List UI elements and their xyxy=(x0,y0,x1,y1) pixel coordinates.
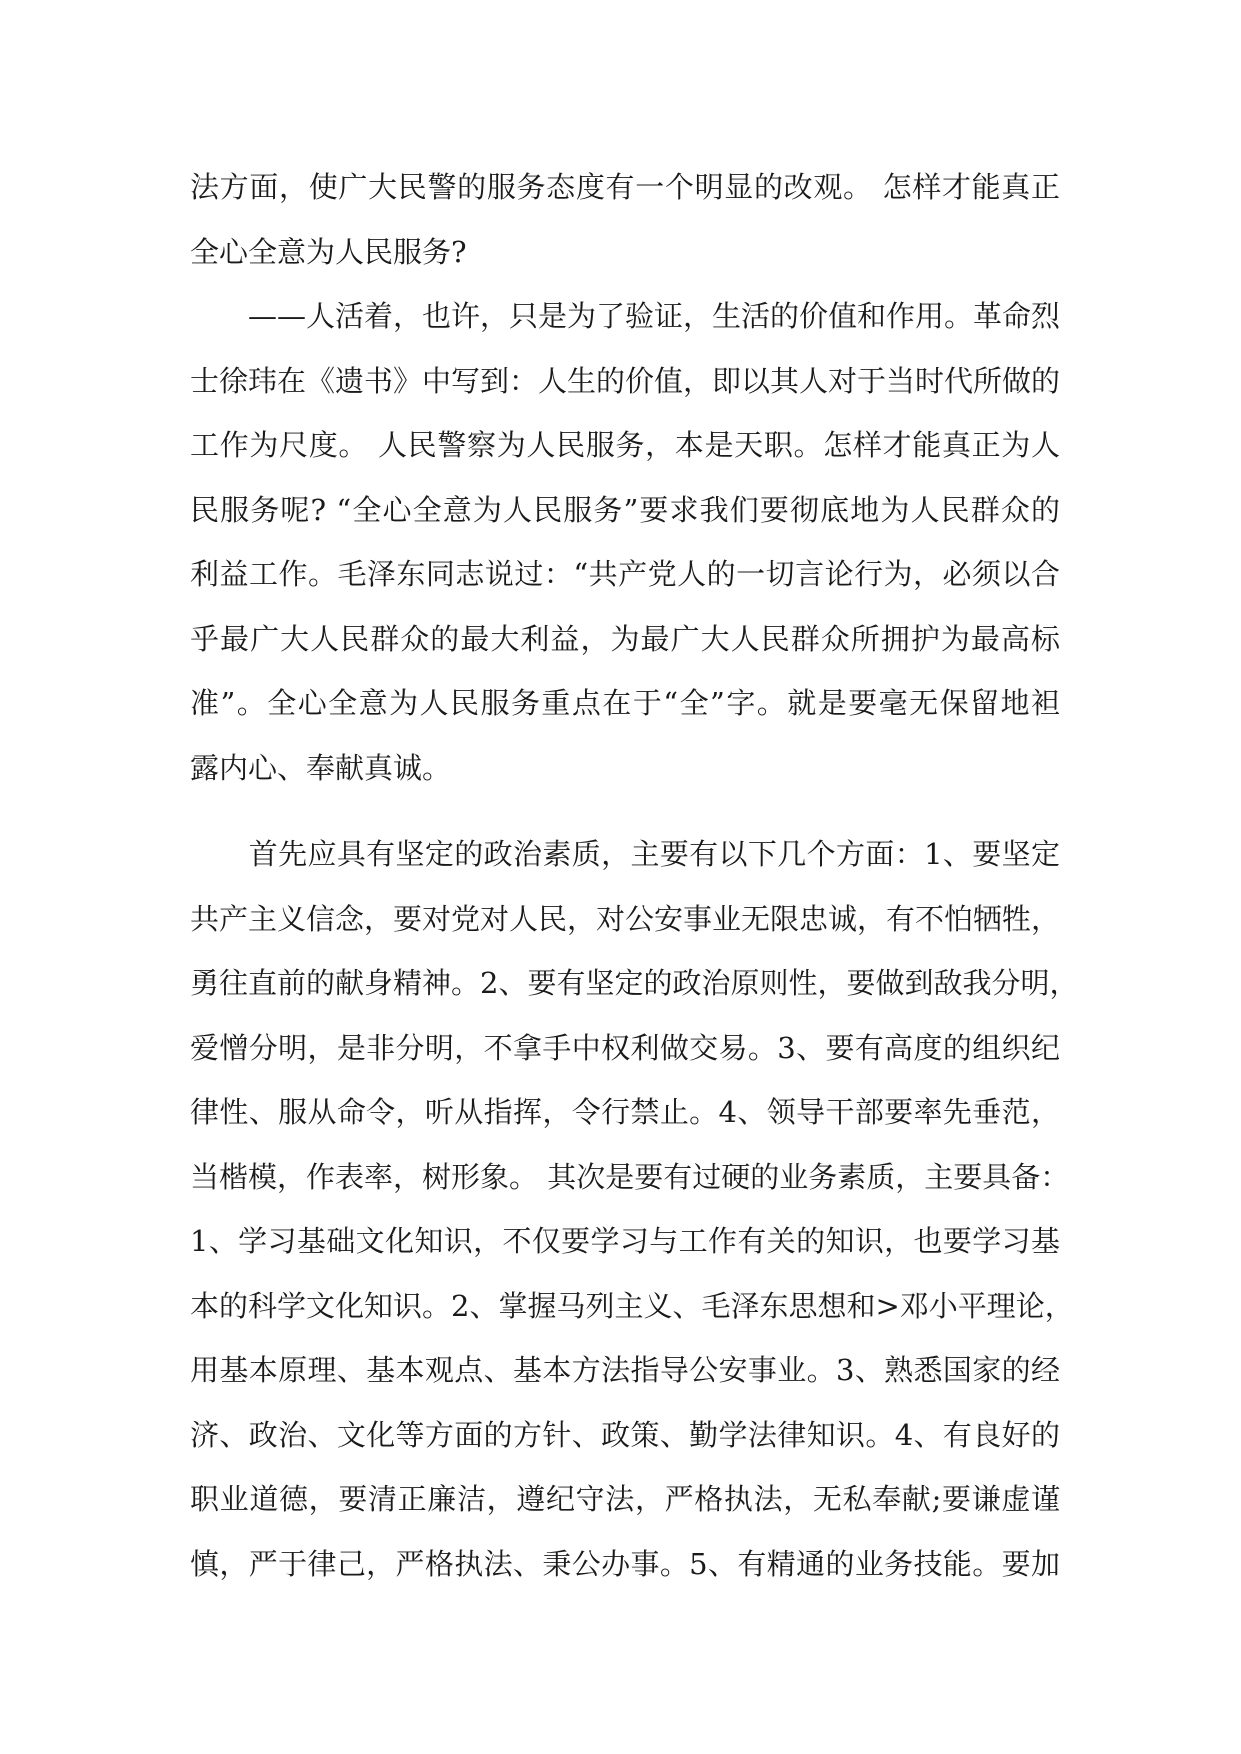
text-line: 露内心、奉献真诚。 xyxy=(190,750,452,785)
text-line: 法方面，使广大民警的服务态度有一个明显的改观。 怎样才能真正 xyxy=(190,170,1060,204)
text-line: 本的科学文化知识。2、掌握马列主义、毛泽东思想和>邓小平理论， xyxy=(190,1288,1074,1323)
text-line: 首先应具有坚定的政治素质，主要有以下几个方面：1、要坚定 xyxy=(190,837,1060,871)
text-line: 士徐玮在《遗书》中写到：人生的价值，即以其人对于当时代所做的 xyxy=(190,363,1061,398)
text-line: 民服务呢? “全心全意为人民服务”要求我们要彻底地为人民群众的 xyxy=(190,492,1060,527)
text-line: 利益工作。毛泽东同志说过：“共产党人的一切言论行为，必须以合 xyxy=(190,557,1060,591)
text-line: 乎最广大人民群众的最大利益，为最广大人民群众所拥护为最高标 xyxy=(190,621,1060,656)
text-line: 勇往直前的献身精神。2、要有坚定的政治原则性，要做到敌我分明， xyxy=(190,966,1079,1000)
text-line: 慎，严于律己，严格执法、秉公办事。5、有精通的业务技能。要加 xyxy=(190,1546,1060,1581)
text-line: 职业道德，要清正廉洁，遵纪守法，严格执法，无私奉献;要谦虚谨 xyxy=(190,1482,1060,1516)
text-line: 工作为尺度。 人民警察为人民服务，本是天职。怎样才能真正为人 xyxy=(190,428,1060,462)
text-line: 律性、服从命令，听从指挥，令行禁止。4、领导干部要率先垂范， xyxy=(190,1095,1060,1129)
text-line: 当楷模，作表率，树形象。 其次是要有过硬的业务素质，主要具备： xyxy=(190,1159,1070,1194)
body-text xyxy=(190,155,1079,1596)
text-line: 爱憎分明，是非分明，不拿手中权利做交易。3、要有高度的组织纪 xyxy=(190,1030,1060,1065)
text-line: 共产主义信念，要对党对人民，对公安事业无限忠诚，有不怕牺牲， xyxy=(190,901,1061,936)
paragraph-gap xyxy=(190,800,1060,822)
text-line: 全心全意为人民服务? xyxy=(190,234,467,269)
text-line: ——人活着，也许，只是为了验证，生活的价值和作用。革命烈 xyxy=(190,299,1061,333)
text-line: 用基本原理、基本观点、基本方法指导公安事业。3、熟悉国家的经 xyxy=(190,1353,1060,1387)
text-line: 准”。全心全意为人民服务重点在于“全”字。就是要毫无保留地袒 xyxy=(190,686,1060,720)
text-line: 济、政治、文化等方面的方针、政策、勤学法律知识。4、有良好的 xyxy=(190,1417,1060,1452)
text-line: 1、学习基础文化知识，不仅要学习与工作有关的知识，也要学习基 xyxy=(190,1224,1060,1258)
